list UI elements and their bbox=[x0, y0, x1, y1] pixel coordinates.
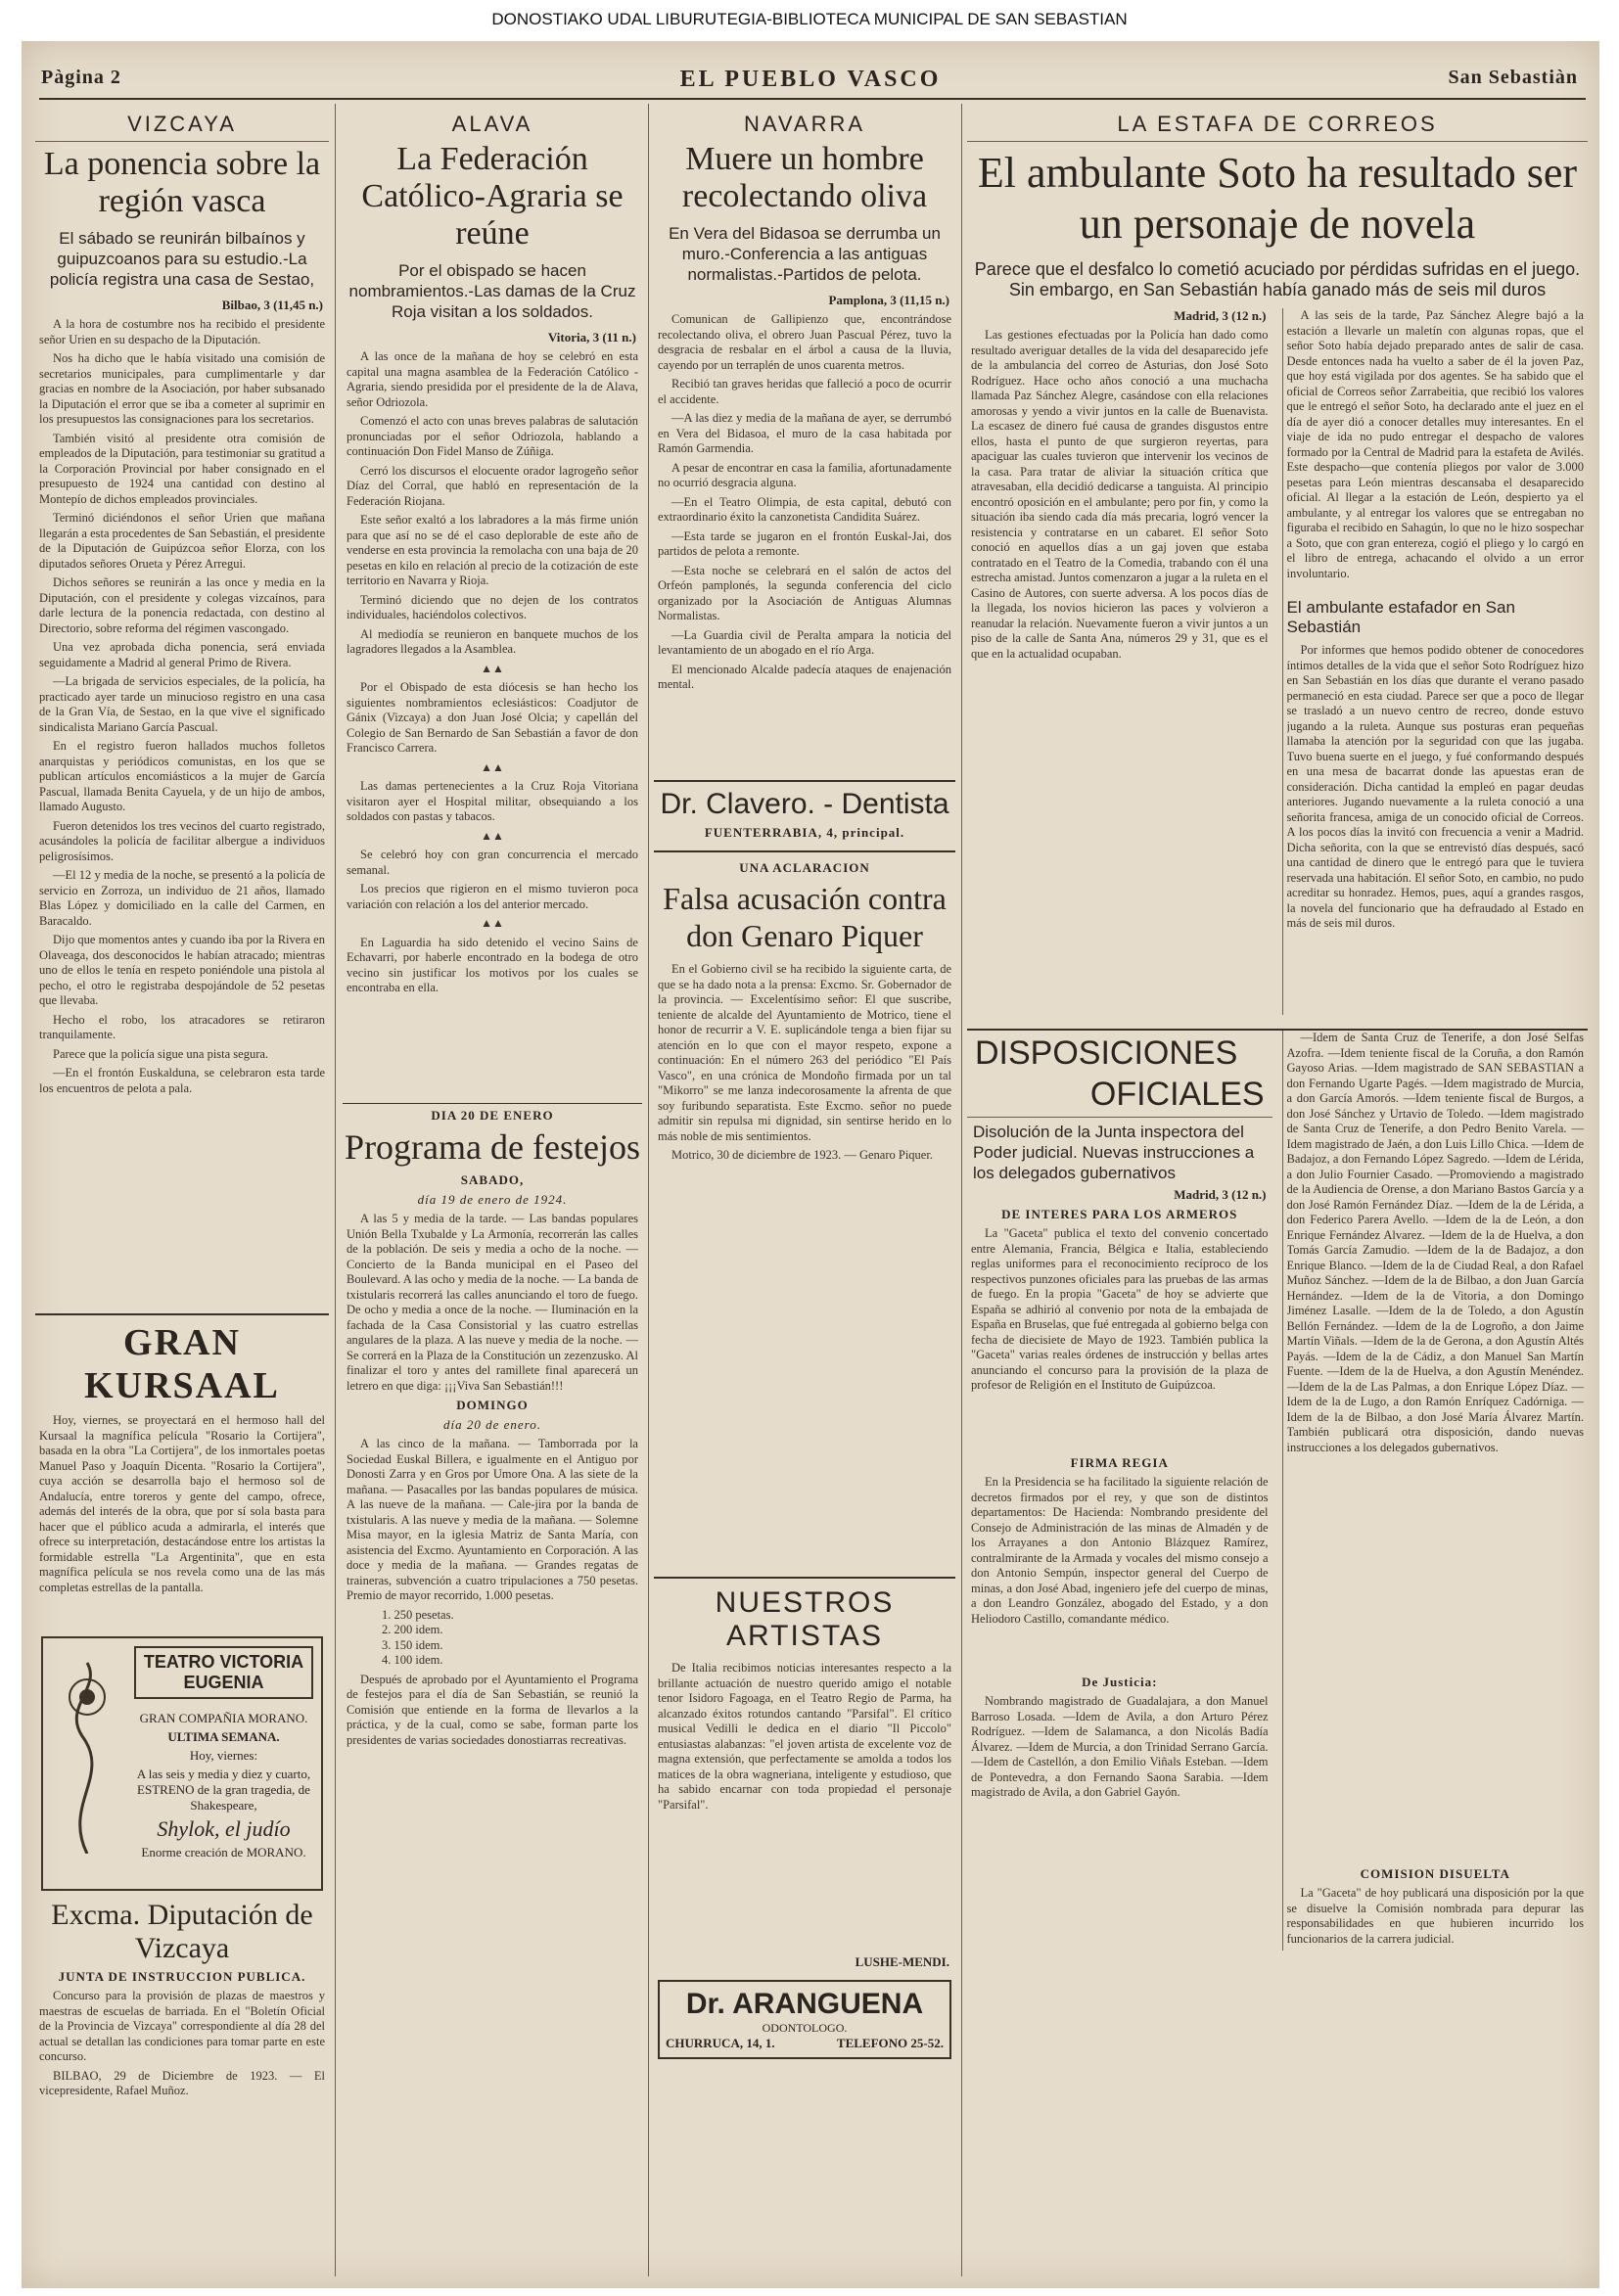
article-body: A la hora de costumbre nos ha recibido el presidente señor Urien en su despacho de la Diputación. Nos ha dicho que le había visitado una comisión de secretarios municipales, para cumplimentarle y dar gracias en nombre de la Asociación, por haber subsanado la Diputación el error que se iba a cometer al suprimir en los presupuestos las consignaciones para los secretarios. También visitó al presidente otra comisión de empleados de la Diputación, para testimoniar su gratitud a la Corporación Provincial por haber consignado en el presupuesto de 1924 una cantidad con destino al Montepío de dichos empleados provinciales. Terminó diciéndonos el señor Urien que mañana llegarán a esta procedentes de San Sebastián, el presidente de la Diputación de Guipúzcoa señor Elorza, con los diputados señores Orueta y Pérez Arregui. Dichos señores se reunirán a las once y media en la Diputación, con el presidente y colegas vizcaínos, para darle lectura de la ponencia redactada, con destino al Directorio, sobre reforma del régimen vascongado. Una vez aprobada dicha ponencia, será enviada seguidamente a Madrid al general Primo de Rivera. —La brigada de servicios especiales, de la policía, ha practicado ayer tarde un minucioso registro en una casa de la Gran Vía, de Sestao, en la que vive el significado sindicalista Mariano García Pascual. En el registro fueron hallados muchos folletos anarquistas y periódicos comunistas, en los que se publican artículos encomiásticos a la mujer de García Pascual, llamada Benita Cayuela, y de un hijo de ambos, llamado Augusto. Fueron detenidos los tres vecinos del cuarto registrado, acusándoles la policía de facilitar albergue a individuos peligrosísimos. —El 12 y media de la noche, se presentó a la policía de servicio en Zorroza, un individuo de 21 años, llamado Blas López y domiciliado en la calle del Carmen, en Baracaldo. Dijo que momentos antes y cuando iba por la Rivera en Olaveaga, dos desconocidos le habían atracado; mientras uno de ellos le tenía en respeto poniéndole una pistola al pecho, el otro le registraba despojándole de 52 pesetas que llevaba. Hecho el robo, los atracadores se retiraron tranquilamente. Parece que la policía sigue una pista segura. —En el frontón Euskalduna, se celebraron esta tarde los encuentros de pelota a pala. bbox=[39, 317, 325, 1095]
diputacion-title: Excma. Diputación de Vizcaya bbox=[51, 1899, 313, 1964]
disposiciones-title-2: OFICIALES bbox=[1089, 1076, 1265, 1113]
article-body: A las once de la mañana de hoy se celebró en esta capital una magna asamblea de la Federación Católico - Agraria, siendo presidida por el presidente de la de Alava, señor Odriozola. Comenzó el acto con unas breves palabras de salutación pronunciadas por el señor Odriozola, hablando a continuación Don Fidel Manso de Zúñiga. Cerró los discursos el elocuente orador lagrogeño señor Díaz del Corral, que habló en representación de la Federación Riojana. Este señor exaltó a los labradores a la más firme unión para que así no se dé el caso deplorable de este año de venderse en esta provincia la remolacha con una baja de 20 pesetas en kilo en relación al precio de la cotización de este territorio en Navarra y Rioja. Terminó diciendo que no dejen de los contratos individuales, haciéndolos colectivos. Al mediodía se reunieron en banquete muchos de los lagradores llegados a la Asamblea. ▲▲ Por el Obispado de esta diócesis se han hecho los siguientes nombramientos eclesiásticos: Coadjutor de Gánix (Vizcaya) a don Juan José Olcia; y capellán del Colegio de San Bernardo de San Sebastián a favor de don Francisco Carrera. ▲▲ Las damas pertenecientes a la Cruz Roja Vitoriana visitaron ayer el Hospital militar, obsequiando a los soldados con pastas y tabacos. ▲▲ Se celebró hoy con gran concurrencia el mercado semanal. Los precios que rigieron en el mismo tuvieron poca variación con relación a los del anterior mercado. ▲▲ En Laguardia ha sido detenido el vecino Sains de Echavarri, por haberle encontrado en la bodega de otro vecino sin justificar los motivos por los cuales se encontraba en ella. bbox=[347, 349, 638, 994]
headline: La Federación Católico-Agraria se reúne bbox=[361, 141, 624, 252]
kursaal-title: GRAN KURSAAL bbox=[84, 1322, 280, 1406]
article-body: Las gestiones efectuadas por la Policía han dado como resultado averiguar detalles de la vida del desaparecido jefe de la ambulancia del correo de Asturias, don José Soto Rodríguez. Hace ocho años conoció a una muchacha llamada Paz Sánchez Alegre, casándose con ella relaciones amorosas y yendo a vivir juntos en la calle de Buenavista. La escasez de dinero fué causa de grandes disgustos entre ellos, hasta el punto de que surgieron reyertas, para apaciguar las cuales tuvieron que intervenir los vecinos de la casa. Para tratar de aliviar la situación crítica que atravesaban, ella decidió dedicarse a tanguista. Al principio encontró oposición en el ambulante; pero por fin, y como la situación iba siendo cada día más precaria, logró vencer la resistencia y contratarse en un cabaret. El señor Soto conoció en aquellos días a un gaj joven que estaba contratado en el Teatro de la Comedia, trabando con él una estrecha amistad. Juntos comenzaron a jugar a la ruleta en el Casino de Autores, con suerte adversa. A los pocos días de la llegada, los novios hicieron las paces y volvieron a reanudar la relación. Nuevamente fueron a vivir juntos a un piso de la calle de Santa Ana, números 29 y 31, que es el que en la actualidad ocupaban. bbox=[971, 328, 1269, 661]
festejos-closing: Después de aprobado por el Ayuntamiento el Programa de festejos para el día de San Sebastián, se reunió la Comisión que entiende en la forma de llevarlos a la práctica, y de la cual, como se sabe, forman parte los presidentes de varias sociedades donostiarras recreativas. bbox=[347, 1672, 638, 1747]
column-divider bbox=[961, 104, 962, 2276]
subheadline: En Vera del Bidasoa se derrumba un muro.-Conferencia a las antiguas normalistas.-Partidos de pelota. bbox=[669, 224, 941, 284]
piquer-body: En el Gobierno civil se ha recibido la siguiente carta, de que se ha dado nota a la prensa: Excmo. Sr. Gobernador de la provincia. — Excelentísimo señor: El que suscribe, teniente de alcalde del Ayuntamiento de Motrico, tiene el honor de recurrir a V. E. suplicándole tenga a bien fijar su atención en lo que con el mayor respeto, expone a continuación: En el número 263 del periódico "El País Vasco", en una crónica de Mondoño firmada por un tal "Mikorro" se me lanza indecorosamente la afrenta de que soy furibundo separatista. Este Excmo. señor no puede admitir sin repulsa mi dignidad, sin sentirse herido en lo más noble de mis sentimientos. Motrico, 30 de diciembre de 1923. — Genaro Piquer. bbox=[658, 962, 951, 1162]
subsection-title: El ambulante estafador en San Sebastián bbox=[1286, 598, 1515, 636]
firma-body: En la Presidencia se ha facilitado la siguiente relación de decretos firmados por el rey, y que son de distintos departamentos: De Hacienda: Nombrando presidente del Consejo de Administración de las minas de Almadén y de los Arrayanes a don Antonio Blázquez Ramírez, contralmirante de la Armada y vocales del mismo consejo a don Antonio Sempún, inspector general del Cuerpo de minas, a don José Abad, ingeniero jefe del cuerpo de minas, a don Leandro González, abogado del Estado, y a don Heliodoro Castillo, comandante médico. bbox=[971, 1475, 1269, 1626]
dateline: Bilbao, 3 (11,45 n.) bbox=[221, 298, 323, 312]
headline: Muere un hombre recolectando oliva bbox=[681, 141, 928, 214]
aranguena-ad: Dr. ARANGUENA ODONTOLOGO. CHURRUCA, 14, 1. TELEFONO 25-52. bbox=[658, 1980, 951, 2059]
festejos-domingo: A las cinco de la mañana. — Tamborrada por la Sociedad Euskal Billera, e igualmente en el Antiguo por Donosti Zarra y en Gros por Umore Ona. A las siete de la mañana. — Pasacalles por las bandas populares de música. A las nueve de la mañana. — Cale-jira por la banda de txistularis. A las nueve y media de la mañana. — Solemne Misa mayor, en la iglesia Matriz de Santa María, con asistencia del Excmo. Ayuntamiento en Corporación. A las doce y media de la mañana. — Grandes regatas de traineras, subvención a cuatro tripulaciones a 750 pesetas. Premio de mayor recorrido, 1.000 pesetas. bbox=[347, 1437, 638, 1602]
festejos-title: Programa de festejos bbox=[345, 1127, 640, 1167]
teatro-title: TEATRO VICTORIA EUGENIA bbox=[134, 1646, 313, 1699]
article-body-cont: A las seis de la tarde, Paz Sánchez Alegre bajó a la estación a llevarle un maletín con algunas ropas, que el señor Soto había dejado preparado antes de salir de casa. Desde entonces nada ha vuelto a saber de él la joven Paz, que hoy está vigilada por dos agentes. Se ha sabido que el oficial de Correos señor Zarrabeitia, que recibió los valores que le entregó el señor Soto, ha declarado ante el juez en el día de ayer dió a conocer detalles muy interesantes. En el viaje de ida no pudo entregar el despacho de valores formado por la Central de Madrid para la estafeta de Avilés. Este despacho—que contenía pliegos por valor de 3.000 pesetas para León mientras descansaba el desaparecido oficial. Al llegar a la estación de León, despierto ya el ambulante, y al entregar los valores que se entregaban no figuraba el recibido en Sahagún, lo que no le hizo sospechar a Soto, que con gran entereza, cogió el pliego y lo cargó en el libro de entrega, achacando el olvido a un error involuntario. bbox=[1286, 308, 1584, 580]
masthead: EL PUEBLO VASCO bbox=[679, 67, 942, 92]
dateline: Pamplona, 3 (11,15 n.) bbox=[828, 293, 949, 307]
play-title: Shylok, el judío bbox=[157, 1816, 291, 1841]
headline: La ponencia sobre la región vasca bbox=[43, 146, 321, 219]
artistas-body: De Italia recibimos noticias interesantes respecto a la brillante actuación de nuestro querido amigo el notable tenor Isidoro Fagoaga, en el Teatro Regio de Parma, ha alcanzado éxitos rotundos cantando "Parsifal". El crítico musical Vedilli le dedica en el diario "Il Piccolo" entusiastas alabanzas: "el joven artista de excelente voz de magna extensión, que perfectamente se amolda a todos los matices de la obra wagneriana, inteligente y estudioso, que ha sabido encarnar con toda propiedad el personaje "Parsifal". bbox=[658, 1661, 951, 1812]
subheadline: El sábado se reunirán bilbaínos y guipuzcoanos para su estudio.-La policía registra una casa de Sestao, bbox=[49, 229, 315, 289]
column-navarra: NAVARRA Muere un hombre recolectando oliva En Vera del Bidasoa se derrumba un muro.-Conferencia a las antiguas normalistas.-Partidos de pelota. Pamplona, 3 (11,15 n.) Comunican de Gallipienzo que, encontrándose recolectando oliva, el obrero Juan Pascual Pérez, tuvo la desgracia de resbalar en el árbol a causa de la lluvia, cayendo por un terraplén de unos cuarenta metros. Recibió tan graves heridas que falleció a poco de ocurrir el accidente. —A las diez y media de la mañana de ayer, se derrumbó en Vera del Bidasoa, el muro de la casa habitada por Ramón Garmendia. A pesar de encontrar en casa la familia, afortunadamente no ocurrió desgracia alguna. —En el Teatro Olimpia, de esta capital, debutó con extraordinario éxito la canzonetista Candidita Suárez. —Esta tarde se jugaron en el frontón Euskal-Jai, dos partidos de pelota a remonte. —Esta noche se celebrará en el salón de actos del Orfeón pamplonés, la segunda conferencia del ciclo organizado por la Asociación de Antiguas Alumnas Normalistas. —La Guardia civil de Peralta ampara la noticia del levantamiento de un abogado en el río Arga. El mencionado Alcalde padecía ataques de enajenación mental. Dr. Clavero. - Dentista FUENTERRABIA, 4, principal. UNA ACLARACION Falsa acusación contra don Genaro Piquer En el Gobierno civil se ha recibido la siguiente carta, de que se ha dado nota a la prensa: Excmo. Sr. Gobernador de la provincia. — Excelentísimo señor: El que suscribe, teniente de alcalde del Ayuntamiento de Motrico, tiene el honor de recurrir a V. E. suplicándole tenga a bien fijar su atención en lo que con el mayor respeto, expone a continuación: En el número 263 del periódico "El País Vasco", en una crónica de Mondoño firmada por un tal "Mikorro" se me lanza indecorosamente la afrenta de que soy furibundo separatista. Este Excmo. señor no puede admitir sin repulsa mi dignidad, sin sentirse herido en lo más noble de mis sentimientos. Motrico, 30 de diciembre de 1923. — Genaro Piquer. NUESTROS ARTISTAS De Italia recibimos noticias interesantes respecto a la brillante actuación de nuestro querido amigo el notable tenor Isidoro Fagoaga, en el Teatro Regio de Parma, ha alcanzado éxitos rotundos cantando "Parsifal". El crítico musical Vedilli le dedica en el diario "Il Piccolo" entusiastas alabanzas: "el joven artista de excelente voz de magna extensión, que perfectamente se amolda a todos los matices de la obra wagneriana, inteligente y estudioso, que ha sabido encarnar con toda propiedad el personaje "Parsifal". LUSHE-MENDI. Dr. ARANGUENA ODONTOLOGO. CHURRUCA, 14, 1. TELEFONO 25-52. bbox=[654, 106, 955, 2288]
page-number: Pàgina 2 bbox=[41, 67, 121, 88]
column-divider bbox=[335, 104, 336, 2276]
column-alava: ALAVA La Federación Católico-Agraria se reúne Por el obispado se hacen nombramientos.-Las damas de la Cruz Roja visitan a los soldados. Vitoria, 3 (11 n.) A las once de la mañana de hoy se celebró en esta capital una magna asamblea de la Federación Católico - Agraria, siendo presidida por el presidente de la de Alava, señor Odriozola. Comenzó el acto con unas breves palabras de salutación pronunciadas por el señor Odriozola, hablando a continuación Don Fidel Manso de Zúñiga. Cerró los discursos el elocuente orador lagrogeño señor Díaz del Corral, que habló en representación de la Federación Riojana. Este señor exaltó a los labradores a la más firme unión para que así no se dé el caso deplorable de este año de venderse en esta provincia la remolacha con una baja de 20 pesetas en kilo en relación al precio de la cotización de este territorio en Navarra y Rioja. Terminó diciendo que no dejen de los contratos individuales, haciéndolos colectivos. Al mediodía se reunieron en banquete muchos de los lagradores llegados a la Asamblea. ▲▲ Por el Obispado de esta diócesis se han hecho los siguientes nombramientos eclesiásticos: Coadjutor de Gánix (Vizcaya) a don Juan José Olcia; y capellán del Colegio de San Bernardo de San Sebastián a favor de don Francisco Carrera. ▲▲ Las damas pertenecientes a la Cruz Roja Vitoriana visitaron ayer el Hospital militar, obsequiando a los soldados con pastas y tabacos. ▲▲ Se celebró hoy con gran concurrencia el mercado semanal. Los precios que rigieron en el mismo tuvieron poca variación con relación a los del anterior mercado. ▲▲ En Laguardia ha sido detenido el vecino Sains de Echavarri, por haberle encontrado en la bodega de otro vecino sin justificar los motivos por los cuales se encontraba en ella. DIA 20 DE ENERO Programa de festejos SABADO, día 19 de enero de 1924. A las 5 y media de la tarde. — Las bandas populares Unión Bella Txubalde y La Armonía, recorrerán las calles de la población. De seis y media a ocho de la noche. — Concierto de la Banda municipal en el Paseo del Boulevard. A las ocho y media de la noche. — La banda de txistularis recorrerá las calles anunciando el toro de fuego. De ocho y media a once de la noche. — Iluminación en la fachada de la Casa Consistorial y las cuatro estrellas angulares de la plaza. A las nueve y media de la noche. — Se correrá en la Plaza de la Constitución un zezenzusko. Al finalizar el toro y antes del ramillete final aparecerá un letrero en que diga: ¡¡¡Viva San Sebastián!!! DOMINGO día 20 de enero. A las cinco de la mañana. — Tamborrada por la Sociedad Euskal Billera, e igualmente en el Antiguo por Donosti Zarra y en Gros por Umore Ona. A las siete de la mañana. — Pasacalles por las bandas populares de música. A las nueve de la mañana. — Cale-jira por la banda de txistularis. A las nueve y media de la mañana. — Solemne Misa mayor, en la iglesia Matriz de Santa María, con asistencia del Excmo. Ayuntamiento en Corporación. A las doce y media de la mañana. — Grandes regatas de traineras, subvención a cuatro tripulaciones a 750 pesetas. Premio de mayor recorrido, 1.000 pesetas. 1. 250 pesetas. 2. 200 idem. 3. 150 idem. 4. 100 idem. Después de aprobado por el Ayuntamiento el Programa de festejos para el día de San Sebastián, se reunió la Comisión que entiende en la forma de llevarlos a la práctica, y de la cual, como se sabe, forman parte los presidentes de varias sociedades donostiarras recreativas. bbox=[343, 106, 642, 2288]
dateline: Vitoria, 3 (11 n.) bbox=[547, 330, 636, 344]
comision-body: La "Gaceta" de hoy publicará una disposición por la que se disuelve la Comisión nombrada para depurar las responsabilidades en que hubieren incurrido los funcionarios de la carrera judicial. bbox=[1286, 1886, 1584, 1946]
header-rule bbox=[39, 98, 1586, 100]
piquer-title: Falsa acusación contra don Genaro Piquer bbox=[663, 881, 947, 953]
subheadline: Parece que el desfalco lo cometió acuciado por pérdidas sufridas en el juego. Sin embargo, en San Sebastián había ganado más de seis mil duros bbox=[974, 259, 1581, 299]
nombramientos-list: —Idem de Santa Cruz de Tenerife, a don José Selfas Azofra. —Idem teniente fiscal de la Coruña, a don Ramón Gayoso Arias. —Idem magistrado de SAN SEBASTIAN a don Fernando Ugarte Pagés. —Idem magistrado de Murcia, a don García Amorós. —Idem teniente fiscal de Burgos, a don José Sánchez y Urtavio de Toledo. —Idem magistrado de Santa Cruz de Tenerife, a don Pedro Benito Varela. —Idem magistrado de Jaén, a don Luis Lillo Chica. —Idem de Badajoz, a don Fernando López Sagredo. —Idem de Lérida, a don Julio Fournier Casado. —Promoviendo a magistrado de la Audiencia de Orense, a don Mariano Bastos García y a don José Ramón Fernández Díaz. —Idem de la de Lérida, a don Federico Parera Avello. —Idem de la de León, a don Enrique Fernández Alvarez. —Idem de la de Huelva, a don Tomás García Zamudio. —Idem de la de Badajoz, a don Enrique Blanco. —Idem de la de Ciudad Real, a don Rafael Muñoz Sánchez. —Idem de la de Bilbao, a don Juan García Hernández. —Idem de la de Vitoria, a don Domingo Jiménez Lasalle. —Idem de la de Toledo, a don Agustín Bellón Fernández. —Idem de la de Logroño, a don Jaime Martín Viñals. —Idem de la de Gerona, a don Agustín Altés Payás. —Idem de la de Cádiz, a don Manuel San Martín Fuente. —Idem de la de Huelva, a don Agustín Menéndez. —Idem de la de Las Palmas, a don Enrique López Díaz. —Idem de la de Lugo, a don Ramón Enríquez Cadórniga. —Idem de la de Bilbao, a don José María Álvarez Martín. También publicará otra disposición, dando nuevas instrucciones a los delegados gubernativos. bbox=[1286, 1031, 1584, 1454]
column-vizcaya: VIZCAYA La ponencia sobre la región vasca El sábado se reunirán bilbaínos y guipuzcoanos para su estudio.-La policía registra una casa de Sestao, Bilbao, 3 (11,45 n.) A la hora de costumbre nos ha recibido el presidente señor Urien en su despacho de la Diputación. Nos ha dicho que le había visitado una comisión de secretarios municipales, para cumplimentarle y dar gracias en nombre de la Asociación, por haber subsanado la Diputación el error que se iba a cometer al suprimir en los presupuestos las consignaciones para los secretarios. También visitó al presidente otra comisión de empleados de la Diputación, para testimoniar su gratitud a la Corporación Provincial por haber consignado en el presupuesto de 1924 una cantidad con destino al Montepío de dichos empleados provinciales. Terminó diciéndonos el señor Urien que mañana llegarán a esta procedentes de San Sebastián, el presidente de la Diputación de Guipúzcoa señor Elorza, con los diputados señores Orueta y Pérez Arregui. Dichos señores se reunirán a las once y media en la Diputación, con el presidente y colegas vizcaínos, para darle lectura de la ponencia redactada, con destino al Directorio, sobre reforma del régimen vascongado. Una vez aprobada dicha ponencia, será enviada seguidamente a Madrid al general Primo de Rivera. —La brigada de servicios especiales, de la policía, ha practicado ayer tarde un minucioso registro en una casa de la Gran Vía, de Sestao, en la que vive el significado sindicalista Mariano García Pascual. En el registro fueron hallados muchos folletos anarquistas y periódicos comunistas, en los que se publican artículos encomiásticos a la mujer de García Pascual, llamada Benita Cayuela, y de un hijo de ambos, llamado Augusto. Fueron detenidos los tres vecinos del cuarto registrado, acusándoles la policía de facilitar albergue a individuos peligrosísimos. —El 12 y media de la noche, se presentó a la policía de servicio en Zorroza, un individuo de 21 años, llamado Blas López y domiciliado en la calle del Carmen, en Baracaldo. Dijo que momentos antes y cuando iba por la Rivera en Olaveaga, dos desconocidos le habían atracado; mientras uno de ellos le tenía en respeto poniéndole una pistola al pecho, el otro le registraba despojándole de 52 pesetas que llevaba. Hecho el robo, los atracadores se retiraron tranquilamente. Parece que la policía sigue una pista segura. —En el frontón Euskalduna, se celebraron esta tarde los encuentros de pelota a pala. GRAN KURSAAL Hoy, viernes, se proyectará en el hermoso hall del Kursaal la magnífica película "Rosario la Cortijera", basada en la obra "La Cortijera", de los inmortales poetas Manuel Paso y Joaquín Dicenta. "Rosario la Cortijera", cuya acción se desarrolla bajo el hermoso sol de Andalucía, entre toreros y gente del campo, ofrece, además del interés de la obra, que por sí sola basta para hacer que el público acuda a admirarla, el interés que ofrece su interpretación, destacándose entre los artistas la formidable estrella "La Argentinita", que en esta magnífica película se nos revela como una de las más completas estrellas de la pantalla. TEATRO VICTORIA EUGENIA GRAN COMPAÑIA MORANO. ULTIMA SEMANA. Hoy, viernes: A las seis y media y diez y cuarto, ESTRENO de la gran tragedia, de Shakespeare, Shylok, el judío Enorme creación de MORANO. Excma. Diputación de Vizcaya JUNTA DE INSTRUCCION PUBLICA. Concurso para la provisión de plazas de maestros y maestras de escuelas de barriada. En el "Boletín Oficial de la Provincia de Vizcaya" correspondiente al día 28 del actual se detallan las condiciones para tomar parte en este concurso. BILBAO, 29 de Diciembre de 1923. — El vicepresidente, Rafael Muñoz. bbox=[35, 106, 329, 2288]
festejos-sabado: A las 5 y media de la tarde. — Las bandas populares Unión Bella Txubalde y La Armonía, recorrerán las calles de la población. De seis y media a ocho de la noche. — Concierto de la Banda municipal en el Paseo del Boulevard. A las ocho y media de la noche. — La banda de txistularis recorrerá las calles anunciando el toro de fuego. De ocho y media a once de la noche. — Iluminación en la fachada de la Casa Consistorial y las cuatro estrellas angulares de la plaza. A las nueve y media de la noche. — Se correrá en la Plaza de la Constitución un zezenzusko. Al finalizar el toro y antes del ramillete final aparecerá un letrero en que diga: ¡¡¡Viva San Sebastián!!! bbox=[347, 1212, 638, 1393]
disposiciones-title-1: DISPOSICIONES bbox=[975, 1034, 1238, 1072]
disposiciones-headline: Disolución de la Junta inspectora del Poder judicial. Nuevas instrucciones a los delegados gubernativos bbox=[973, 1123, 1255, 1182]
armeros-body: La "Gaceta" publica el texto del convenio concertado entre Alemania, Francia, Bélgica e Italia, estableciendo reglas uniformes para el reconocimiento recíproco de los respectivos punzones oficiales para las pruebas de las armas de fuego. En la propia "Gaceta" de hoy se advierte que España se adhirió al convenio por nota de la embajada de España en Bruselas, que fué entregada al gobierno belga con fecha de diecisiete de Mayo de 1923. También publica la "Gaceta" varias reales órdenes de instrucción y bellas artes anunciando el concurso para la provisión de la plaza de profesor de Religión en el Instituto de Guipúzcoa. bbox=[971, 1226, 1269, 1392]
newspaper-page bbox=[22, 41, 1599, 2288]
archive-banner: DONOSTIAKO UDAL LIBURUTEGIA-BIBLIOTECA MUNICIPAL DE SAN SEBASTIAN bbox=[0, 0, 1619, 39]
section-label: NAVARRA bbox=[743, 112, 866, 136]
subsection-body: Por informes que hemos podido obtener de conocedores íntimos detalles de la vida que el señor Soto Rodríguez hizo en San Sebastián en los días que durante el verano pasado permaneció en esta ciudad. Parece ser que a poco de llegar se trasladó a un nuevo centro de recreo, donde estuvo jugando a la ruleta. Aunque sus posturas eran pequeñas llamaba la atención por la seguridad con que las jugaba. Tuvo buena suerte en el juego, y fué conformando después en una mesa de bacarrat donde las apuestas eran de consideración. Dicha cantidad la empleó en pagar deudas anteriores. Jugando nuevamente a la ruleta conoció a una señorita francesa, amiga de un conocido oficial de Correos. A los pocos días la invitó con frecuencia a venir a Madrid. Dicha señorita, con la que se entrevistó días después, sacó una cantidad de dinero que le entregó para que le tuviera reservada una habitación. El señor Soto, en cambio, no pudo acreditar su honradez. Hemos, pues, aquí a grandes rasgos, la novela del funcionario que ha defraudado al Estado en más de seis mil duros. bbox=[1286, 643, 1584, 930]
column-divider bbox=[648, 104, 649, 2276]
ornament-illustration bbox=[53, 1658, 121, 1854]
section-label: ALAVA bbox=[451, 112, 533, 136]
subheadline: Por el obispado se hacen nombramientos.-Las damas de la Cruz Roja visitan a los soldados. bbox=[348, 261, 636, 321]
artistas-title: NUESTROS ARTISTAS bbox=[715, 1586, 895, 1652]
clavero-ad: Dr. Clavero. - Dentista FUENTERRABIA, 4, principal. bbox=[654, 780, 955, 852]
city-label: San Sebastiàn bbox=[1448, 67, 1578, 88]
section-label: VIZCAYA bbox=[127, 112, 237, 136]
prize-list: 1. 250 pesetas. 2. 200 idem. 3. 150 idem. 4. 100 idem. bbox=[382, 1607, 454, 1667]
column-estafa: LA ESTAFA DE CORREOS El ambulante Soto ha resultado ser un personaje de novela Parece que el desfalco lo cometió acuciado por pérdidas sufridas en el juego. Sin embargo, en San Sebastián había ganado más de seis mil duros Madrid, 3 (12 n.) Las gestiones efectuadas por la Policía han dado como resultado averiguar detalles de la vida del desaparecido jefe de la ambulancia del correo de Asturias, don José Soto Rodríguez. Hace ocho años conoció a una muchacha llamada Paz Sánchez Alegre, casándose con ella relaciones amorosas y yendo a vivir juntos en la calle de Buenavista. La escasez de dinero fué causa de grandes disgustos entre ellos, hasta el punto de que surgieron reyertas, para apaciguar las cuales tuvieron que intervenir los vecinos de la casa. Para tratar de aliviar la situación crítica que atravesaban, ella decidió dedicarse a tanguista. Al principio encontró oposición en el ambulante; pero por fin, y como la situación iba siendo cada día más precaria, logró vencer la resistencia y contratarse en un cabaret. El señor Soto conoció en aquellos días a un gaj joven que estaba contratado en el Teatro de la Comedia, trabando con él una estrecha amistad. Juntos comenzaron a jugar a la ruleta en el Casino de Autores, con suerte adversa. A los pocos días de la llegada, los novios hicieron las paces y volvieron a reanudar la relación. Nuevamente fueron a vivir juntos a un piso de la calle de Santa Ana, números 29 y 31, que es el que en la actualidad ocupaban. A las seis de la tarde, Paz Sánchez Alegre bajó a la estación a llevarle un maletín con algunas ropas, que el señor Soto había dejado preparado antes de salir de casa. Desde entonces nada ha vuelto a saber de él la joven Paz, que hoy está vigilada por dos agentes. Se ha sabido que el oficial de Correos señor Zarrabeitia, que recibió los valores que le entregó el señor Soto, ha declarado ante el juez en el día de ayer dió a conocer detalles muy interesantes. En el viaje de ida no pudo entregar el despacho de valores formado por la Central de Madrid para la estafeta de Avilés. Este despacho—que contenía pliegos por valor de 3.000 pesetas para León mientras descansaba el desaparecido oficial. Al llegar a la estación de León, despierto ya el ambulante, y al entregar los valores que se entregaban no figuraba el recibido en Sahagún, lo que no le hizo sospechar a Soto, que con gran entereza, cogió el pliego y lo cargó en el libro de entrega, achacando el olvido a un error involuntario. El ambulante estafador en San Sebastián Por informes que hemos podido obtener de conocedores íntimos detalles de la vida que el señor Soto Rodríguez hizo en San Sebastián en los días que durante el verano pasado permaneció en esta ciudad. Parece ser que a poco de llegar se trasladó a un nuevo centro de recreo, donde estuvo jugando a la ruleta. Aunque sus posturas eran pequeñas llamaba la atención por la seguridad con que las jugaba. Tuvo buena suerte en el juego, y fué conformando después en una mesa de bacarrat donde las apuestas eran de consideración. Dicha cantidad la empleó en pagar deudas anteriores. Jugando nuevamente a la ruleta conoció a una señorita francesa, amiga de un conocido oficial de Correos. A los pocos días la invitó con frecuencia a venir a Madrid. Dicha señorita, con la que se entrevistó días después, sacó una cantidad de dinero que le entregó para que le tuviera reservada una habitación. El señor Soto, en cambio, no pudo acreditar su honradez. Hemos, pues, aquí a grandes rasgos, la novela del funcionario que ha defraudado al Estado en más de seis mil duros. DISPOSICIONES OFICIALES Disolución de la Junta inspectora del Poder judicial. Nuevas instrucciones a los delegados gubernativos Madrid, 3 (12 n.) DE INTERES PARA LOS ARMEROS La "Gaceta" publica el texto del convenio concertado entre Alemania, Francia, Bélgica e Italia, estableciendo reglas uniformes para el reconocimiento recíproco de los respectivos punzones oficiales para las pruebas de las armas de fuego. En la propia "Gaceta" de hoy se advierte que España se adhirió al convenio por nota de la embajada de España en Bruselas, que fué entregada al gobierno belga con fecha de diecisiete de Mayo de 1923. También publica la "Gaceta" varias reales órdenes de instrucción y bellas artes anunciando el concurso para la provisión de la plaza de profesor de Religión en el Instituto de Guipúzcoa. FIRMA REGIA En la Presidencia se ha facilitado la siguiente relación de decretos firmados por el rey, y que son de distintos departamentos: De Hacienda: Nombrando presidente del Consejo de Administración de las minas de Almadén y de los Arrayanes a don Antonio Blázquez Ramírez, contralmirante de la Armada y vocales del mismo consejo a don Antonio Sempún, inspector general del Cuerpo de minas, a don José Abad, ingeniero jefe del cuerpo de minas, a don Leandro González, abogado del Estado, y a don Heliodoro Castillo, comandante médico. De Justicia: Nombrando magistrado de Guadalajara, a don Manuel Barroso Losada. —Idem de Avila, a don Arturo Pérez Rodríguez. —Idem de Salamanca, a don Nicolás Badía Álvarez. —Idem de Murcia, a don Trinidad Serrano García. —Idem de Castellón, a don Emilio Viñals Esteban. —Idem de Pontevedra, a don Fernando Saona Sarabia. —Idem magistrado de Avila, a don Gabriel Gayón. —Idem de Santa Cruz de Tenerife, a don José Selfas Azofra. —Idem teniente fiscal de la Coruña, a don Ramón Gayoso Arias. —Idem magistrado de SAN SEBASTIAN a don Fernando Ugarte Pagés. —Idem magistrado de Murcia, a don García Amorós. —Idem teniente fiscal de Burgos, a don José Sánchez y Urtavio de Toledo. —Idem magistrado de Santa Cruz de Tenerife, a don Pedro Benito Varela. —Idem magistrado de Jaén, a don Luis Lillo Chica. —Idem de Badajoz, a don Fernando López Sagredo. —Idem de Lérida, a don Julio Fournier Casado. —Promoviendo a magistrado de la Audiencia de Orense, a don Mariano Bastos García y a don José Ramón Fernández Díaz. —Idem de la de Lérida, a don Federico Parera Avello. —Idem de la de León, a don Enrique Fernández Alvarez. —Idem de la de Huelva, a don Tomás García Zamudio. —Idem de la de Badajoz, a don Enrique Blanco. —Idem de la de Ciudad Real, a don Rafael Muñoz Sánchez. —Idem de la de Bilbao, a don Juan García Hernández. —Idem de la de Vitoria, a don Domingo Jiménez Lasalle. —Idem de la de Toledo, a don Agustín Bellón Fernández. —Idem de la de Logroño, a don Jaime Martín Viñals. —Idem de la de Gerona, a don Agustín Altés Payás. —Idem de la de Cádiz, a don Manuel San Martín Fuente. —Idem de la de Huelva, a don Agustín Menéndez. —Idem de la de Las Palmas, a don Enrique López Díaz. —Idem de la de Lugo, a don Ramón Enríquez Cadórniga. —Idem de la de Bilbao, a don José María Álvarez Martín. También publicará otra disposición, dando nuevas instrucciones a los delegados gubernativos. COMISION DISUELTA La "Gaceta" de hoy publicará una disposición por la que se disuelve la Comisión nombrada para depurar las responsabilidades en que hubieren incurrido los funcionarios de la carrera judicial. bbox=[967, 106, 1588, 2288]
diputacion-body: Concurso para la provisión de plazas de maestros y maestras de escuelas de barriada. En el "Boletín Oficial de la Provincia de Vizcaya" correspondiente al día 28 del actual se detallan las condiciones para tomar parte en este concurso. BILBAO, 29 de Diciembre de 1923. — El vicepresidente, Rafael Muñoz. bbox=[39, 1989, 325, 2097]
article-body: Comunican de Gallipienzo que, encontrándose recolectando oliva, el obrero Juan Pascual Pérez, tuvo la desgracia de resbalar en el árbol a causa de la lluvia, cayendo por un terraplén de unos cuarenta metros. Recibió tan graves heridas que falleció a poco de ocurrir el accidente. —A las diez y media de la mañana de ayer, se derrumbó en Vera del Bidasoa, el muro de la casa habitada por Ramón Garmendia. A pesar de encontrar en casa la familia, afortunadamente no ocurrió desgracia alguna. —En el Teatro Olimpia, de esta capital, debutó con extraordinario éxito la canzonetista Candidita Suárez. —Esta tarde se jugaron en el frontón Euskal-Jai, dos partidos de pelota a remonte. —Esta noche se celebrará en el salón de actos del Orfeón pamplonés, la segunda conferencia del ciclo organizado por la Asociación de Antiguas Alumnas Normalistas. —La Guardia civil de Peralta ampara la noticia del levantamiento de un abogado en el río Arga. El mencionado Alcalde padecía ataques de enajenación mental. bbox=[658, 312, 951, 691]
kursaal-body: Hoy, viernes, se proyectará en el hermoso hall del Kursaal la magnífica película "Rosario la Cortijera", basada en la obra "La Cortijera", de los inmortales poetas Manuel Paso y Joaquín Dicenta. "Rosario la Cortijera", cuya acción se desarrolla bajo el hermoso sol de Andalucía, entre toreros y gente del campo, ofrece, además del interés de la obra, que por sí sola basta para hacer que el público acuda a admirarla, el interés que ofrece su interpretación, destacándose entre los artistas la formidable estrella "La Argentinita", que en esta magnífica película se nos revela como una de las más completas estrellas de la pantalla. bbox=[39, 1413, 325, 1594]
dateline: Madrid, 3 (12 n.) bbox=[1174, 308, 1267, 323]
section-label: LA ESTAFA DE CORREOS bbox=[1117, 112, 1438, 136]
headline: El ambulante Soto ha resultado ser un personaje de novela bbox=[977, 149, 1578, 248]
teatro-ad: TEATRO VICTORIA EUGENIA GRAN COMPAÑIA MORANO. ULTIMA SEMANA. Hoy, viernes: A las seis y media y diez y cuarto, ESTRENO de la gran tragedia, de Shakespeare, Shylok, el judío Enorme creación de MORANO. bbox=[41, 1636, 323, 1891]
justicia-body: Nombrando magistrado de Guadalajara, a don Manuel Barroso Losada. —Idem de Avila, a don Arturo Pérez Rodríguez. —Idem de Salamanca, a don Nicolás Badía Álvarez. —Idem de Murcia, a don Trinidad Serrano García. —Idem de Castellón, a don Emilio Viñals Esteban. —Idem de Pontevedra, a don Fernando Saona Sarabia. —Idem magistrado de Avila, a don Gabriel Gayón. bbox=[971, 1694, 1269, 1799]
